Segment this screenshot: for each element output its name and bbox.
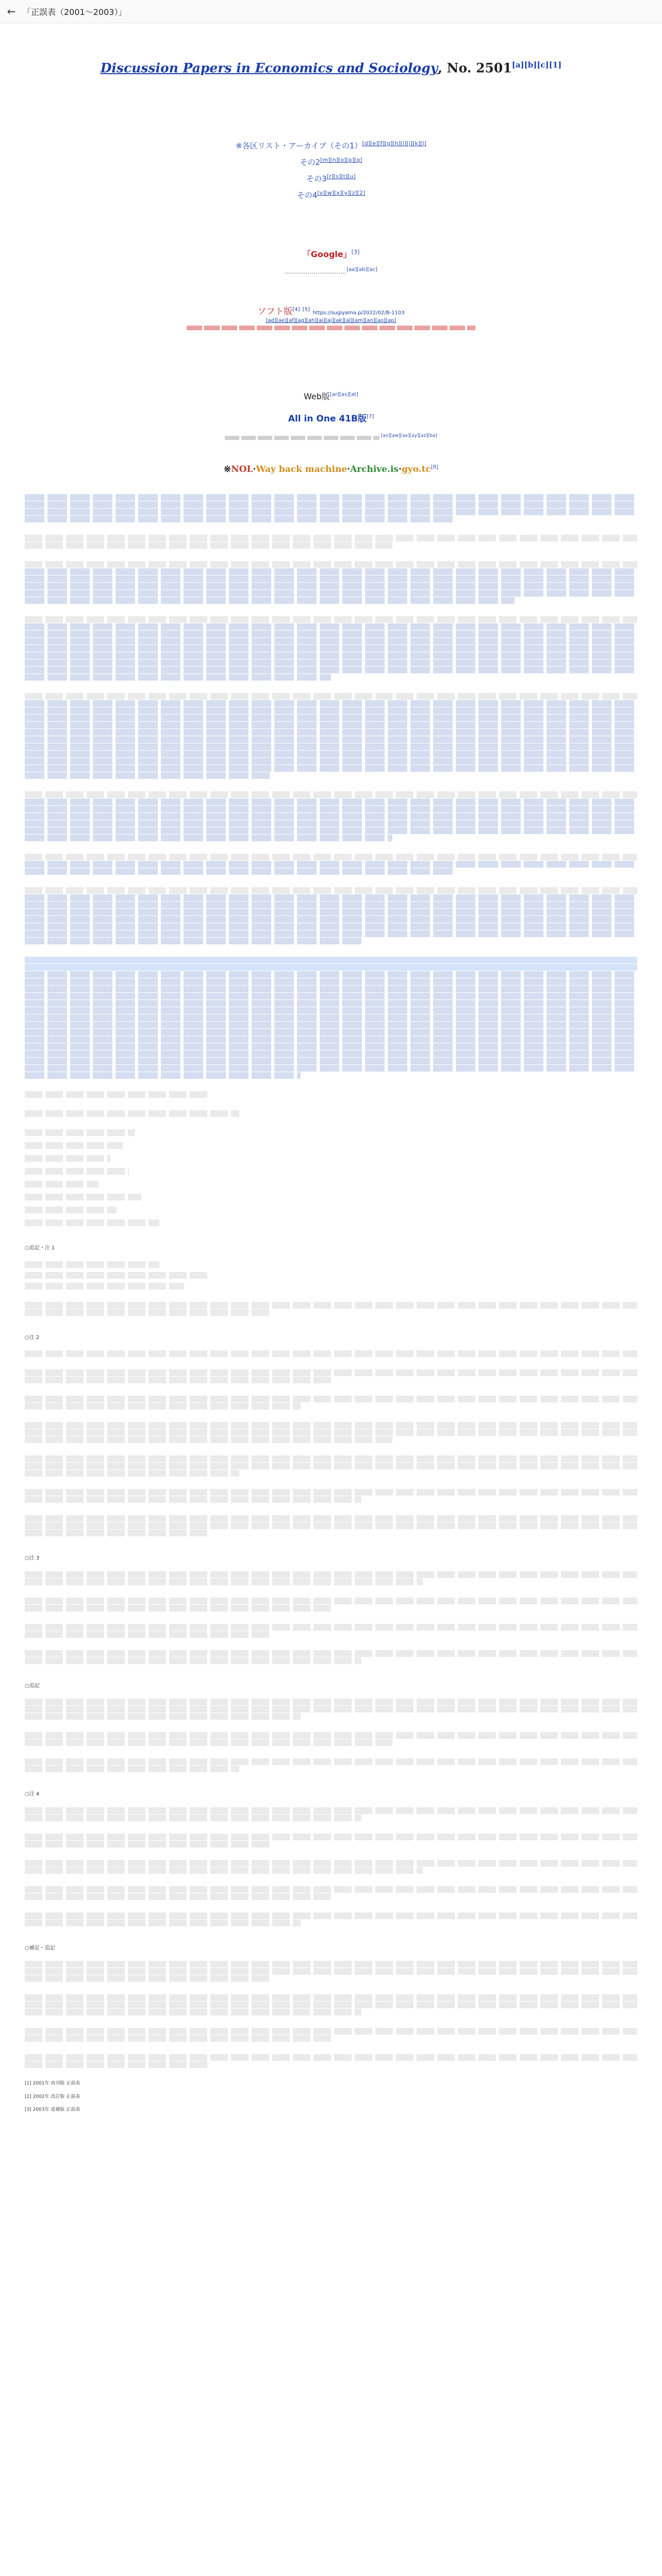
list-item [25,561,637,604]
all-in-one-sub [25,433,637,440]
toc-footnote-3[interactable]: [r][s][t][u] [326,173,356,180]
list-item [25,693,637,779]
list-item [25,957,637,1079]
list-item [25,1624,637,1638]
page-title: 「正誤表（2001～2003）」 [23,7,127,17]
list-item [25,1091,637,1098]
toc-item-3[interactable]: その3 [306,174,327,184]
list-item [25,887,637,944]
toc-footnote-2[interactable]: [m][n][o][p][q] [320,157,362,164]
top-bar [0,0,662,23]
wayback-link[interactable]: Way back machine [256,464,347,475]
list-item [25,1571,637,1585]
list-item [25,1515,637,1536]
toc-item-2[interactable]: その2 [300,158,321,167]
soft-url-line [187,326,475,330]
list-item [25,1396,637,1410]
archive-is-link[interactable]: Archive.is [350,464,399,475]
section-heading: ○注 3 [25,1555,40,1562]
list-item [25,1489,637,1503]
all-in-one-footnote[interactable]: [7] [367,414,374,420]
reference-list [25,494,637,2114]
soft-footnote-1[interactable]: [4] [292,307,300,313]
all-in-one-section [25,411,637,424]
section-heading: ○追記・注 1 [25,1245,55,1251]
all-in-one-link[interactable]: All in One 41B版 [288,414,367,425]
list-item [25,1699,637,1720]
toc-footnote-1[interactable]: [d][e][f][g][h][i][j][k][l] [362,140,426,147]
toc-item-4[interactable]: その4 [296,191,318,200]
list-item [25,1732,637,1746]
google-footnote[interactable]: [3] [351,248,360,256]
document-body [25,31,637,2120]
list-item [25,2028,637,2042]
footnote-item: [3] 2003年 追補版 正誤表 [25,2107,80,2113]
list-item [25,1758,637,1772]
all-in-one-sub-footnote[interactable]: [av][aw][ax][ay][az][ba] [380,433,437,439]
list-item [25,1302,637,1316]
toc-footnote-4[interactable]: [v][w][x][y][z][2] [317,190,366,197]
list-item [25,1834,637,1848]
title-footnote-link[interactable]: [a][b][c][1] [511,60,562,70]
list-item [25,1598,637,1612]
toc-item-1[interactable]: ※各区リスト・アーカイブ（その1） [236,141,362,151]
list-item [25,791,637,841]
web-version-footnote[interactable]: [ar][as][at] [329,392,358,398]
paper-number: , No. 2501 [438,60,512,76]
list-item [25,1650,637,1664]
back-arrow-icon[interactable]: ← [7,5,16,18]
nol-link[interactable]: NOL [231,464,253,475]
list-item [25,1369,637,1383]
list-item [25,1110,637,1117]
list-item [25,1422,637,1443]
web-version-label: Web版 [304,392,330,402]
list-item [25,1129,637,1226]
list-item [25,854,637,875]
google-label: 「Google」 [302,249,352,260]
section-heading: ○補足・追記 [25,1945,55,1951]
archive-toc [25,137,637,202]
archive-footnote[interactable]: [8] [431,464,439,470]
google-dots: …………………………[aa][ab][ac] [285,267,377,276]
list-item [25,1807,637,1821]
list-item [25,1912,637,1926]
gyo-link[interactable]: gyo.tc [401,464,431,475]
section-heading: ○注 4 [25,1791,40,1798]
soft-version-section [25,304,637,317]
list-item [25,1994,637,2015]
series-link[interactable]: Discussion Papers in Economics and Sociology [100,60,438,76]
google-section [25,248,637,260]
list-item [25,1261,637,1290]
section-heading: ○注 2 [25,1334,40,1341]
paper-title [25,61,637,76]
list-item [25,1455,637,1477]
list-item [25,1961,637,1982]
list-item [25,494,637,522]
list-item [25,2054,637,2068]
footnote-item: [2] 2002年 改訂版 正誤表 [25,2094,80,2099]
list-item [25,1886,637,1900]
list-item [25,535,637,549]
archive-services: ※NOL·Way back machine·Archive.is·gyo.tc[8] [223,464,439,475]
soft-footnote-2[interactable]: [5] [302,307,310,313]
google-dots-footnote[interactable]: [aa][ab][ac] [346,267,377,273]
web-version-section [25,390,637,402]
footnote-item: [1] 2001年 再刊版 正誤表 [25,2081,80,2087]
soft-url-link[interactable]: https://sugiyama.p/2022/02/B-1103 [312,310,405,316]
list-item [25,1350,637,1357]
list-item [25,616,637,681]
soft-version-label: ソフト版 [257,307,293,317]
section-heading: ○追記 [25,1683,40,1689]
soft-footnote-list[interactable]: [ad][ae][af][ag][ah][ai][aj][ak][al][am][an][ao][ap] [266,318,396,324]
list-item [25,1860,637,1874]
